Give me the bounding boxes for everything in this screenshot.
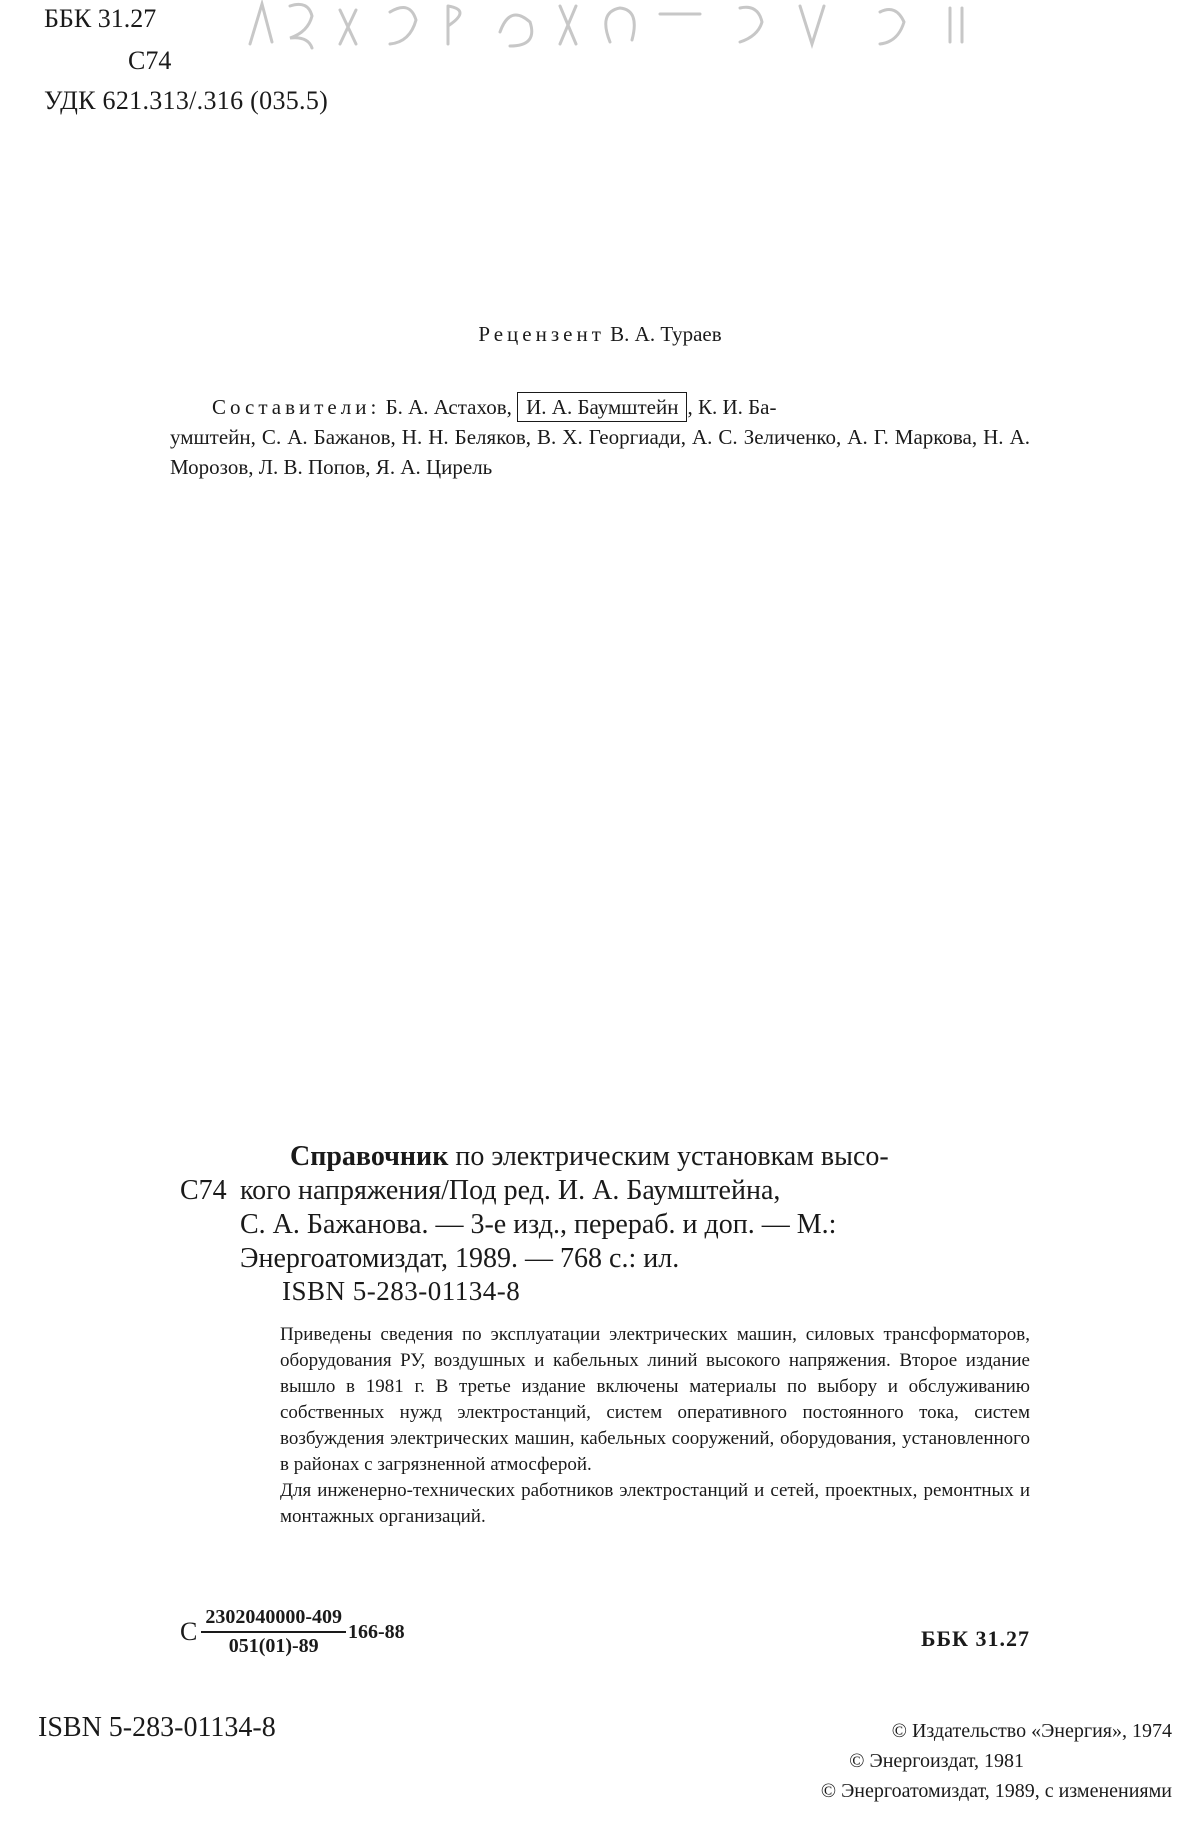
bibliographic-entry [180, 1140, 1032, 1276]
annotation-paragraph-1: Приведены сведения по эксплуатации электрических машин, силовых трансформаторов, оборудования РУ, воздушных и кабельных линий высокого напряжения. Второе издание вышло в 1981 г. В третье издание включены материалы по выбору и обслуживанию собственных нужд электростанций, систем оперативного постоянного тока, систем возбуждения электрических машин, кабельных сооружений, оборудования, установленного в районах с загрязненной атмосферой. [280, 1324, 1030, 1475]
copyright-line-3: © Энергоатомиздат, 1989, с изменениями [820, 1780, 1172, 1802]
fraction-denominator: 051(01)-89 [228, 1635, 319, 1657]
fraction-letter: С [180, 1617, 198, 1646]
compilers-block [170, 392, 1030, 482]
bbk-code-bottom: ББК 31.27 [920, 1626, 1030, 1651]
entry-line-1 [180, 1140, 1032, 1174]
compilers-rest: умштейн, С. А. Бажанов, Н. Н. Беляков, В. Х. Георгиади, А. С. Зеличенко, А. Г. Маркова, Н. А. Морозов, Л. В. Попов, Я. А. Цирель [170, 425, 1030, 479]
reviewer-line [0, 322, 1200, 347]
pencil-marks-icon [180, 0, 1060, 62]
entry-line1-rest: по электрическим установкам высо- [455, 1141, 889, 1172]
entry-line-4: Энергоатомиздат, 1989. — 768 с.: ил. [240, 1243, 680, 1274]
bbk-code-top: ББК 31.27 [44, 4, 157, 33]
fraction-suffix: 166-88 [348, 1620, 405, 1643]
annotation-paragraph-2: Для инженерно-технических работников электростанций и сетей, проектных, ремонтных и монтажных организаций. [280, 1480, 1030, 1527]
isbn-entry: ISBN 5-283-01134-8 [282, 1276, 521, 1306]
classification-fraction [180, 1606, 405, 1658]
entry-line2-text: кого напряжения/Под ред. И. А. Баумштейна, [240, 1175, 781, 1206]
annotation-block [280, 1322, 1030, 1530]
fraction-numerator: 2302040000-409 [201, 1606, 346, 1633]
compilers-after-box: , К. И. Ба- [687, 395, 777, 419]
boxed-compiler-name: И. А. Баумштейн [517, 392, 687, 422]
compilers-first-line [170, 392, 1030, 422]
author-sign-margin: С74 [180, 1175, 227, 1206]
compilers-label: Составители: [212, 395, 381, 419]
compilers-before-box: Б. А. Астахов, [385, 395, 512, 419]
reviewer-name: В. А. Тураев [610, 322, 722, 346]
copyright-line-1: © Издательство «Энергия», 1974 [891, 1720, 1172, 1742]
isbn-footer: ISBN 5-283-01134-8 [38, 1712, 276, 1743]
entry-line-2 [180, 1174, 1032, 1208]
udk-code: УДК 621.313/.316 (035.5) [44, 86, 329, 115]
entry-line-3: С. А. Бажанова. — 3-е изд., перераб. и доп. — М.: [240, 1209, 837, 1240]
fraction-stack [201, 1606, 346, 1658]
reviewer-label: Рецензент [478, 322, 605, 346]
entry-title-bold: Справочник [290, 1141, 449, 1172]
copyright-line-2: © Энергоиздат, 1981 [849, 1750, 1024, 1772]
copyright-block [612, 1716, 1172, 1806]
author-sign-top: С74 [128, 46, 172, 75]
